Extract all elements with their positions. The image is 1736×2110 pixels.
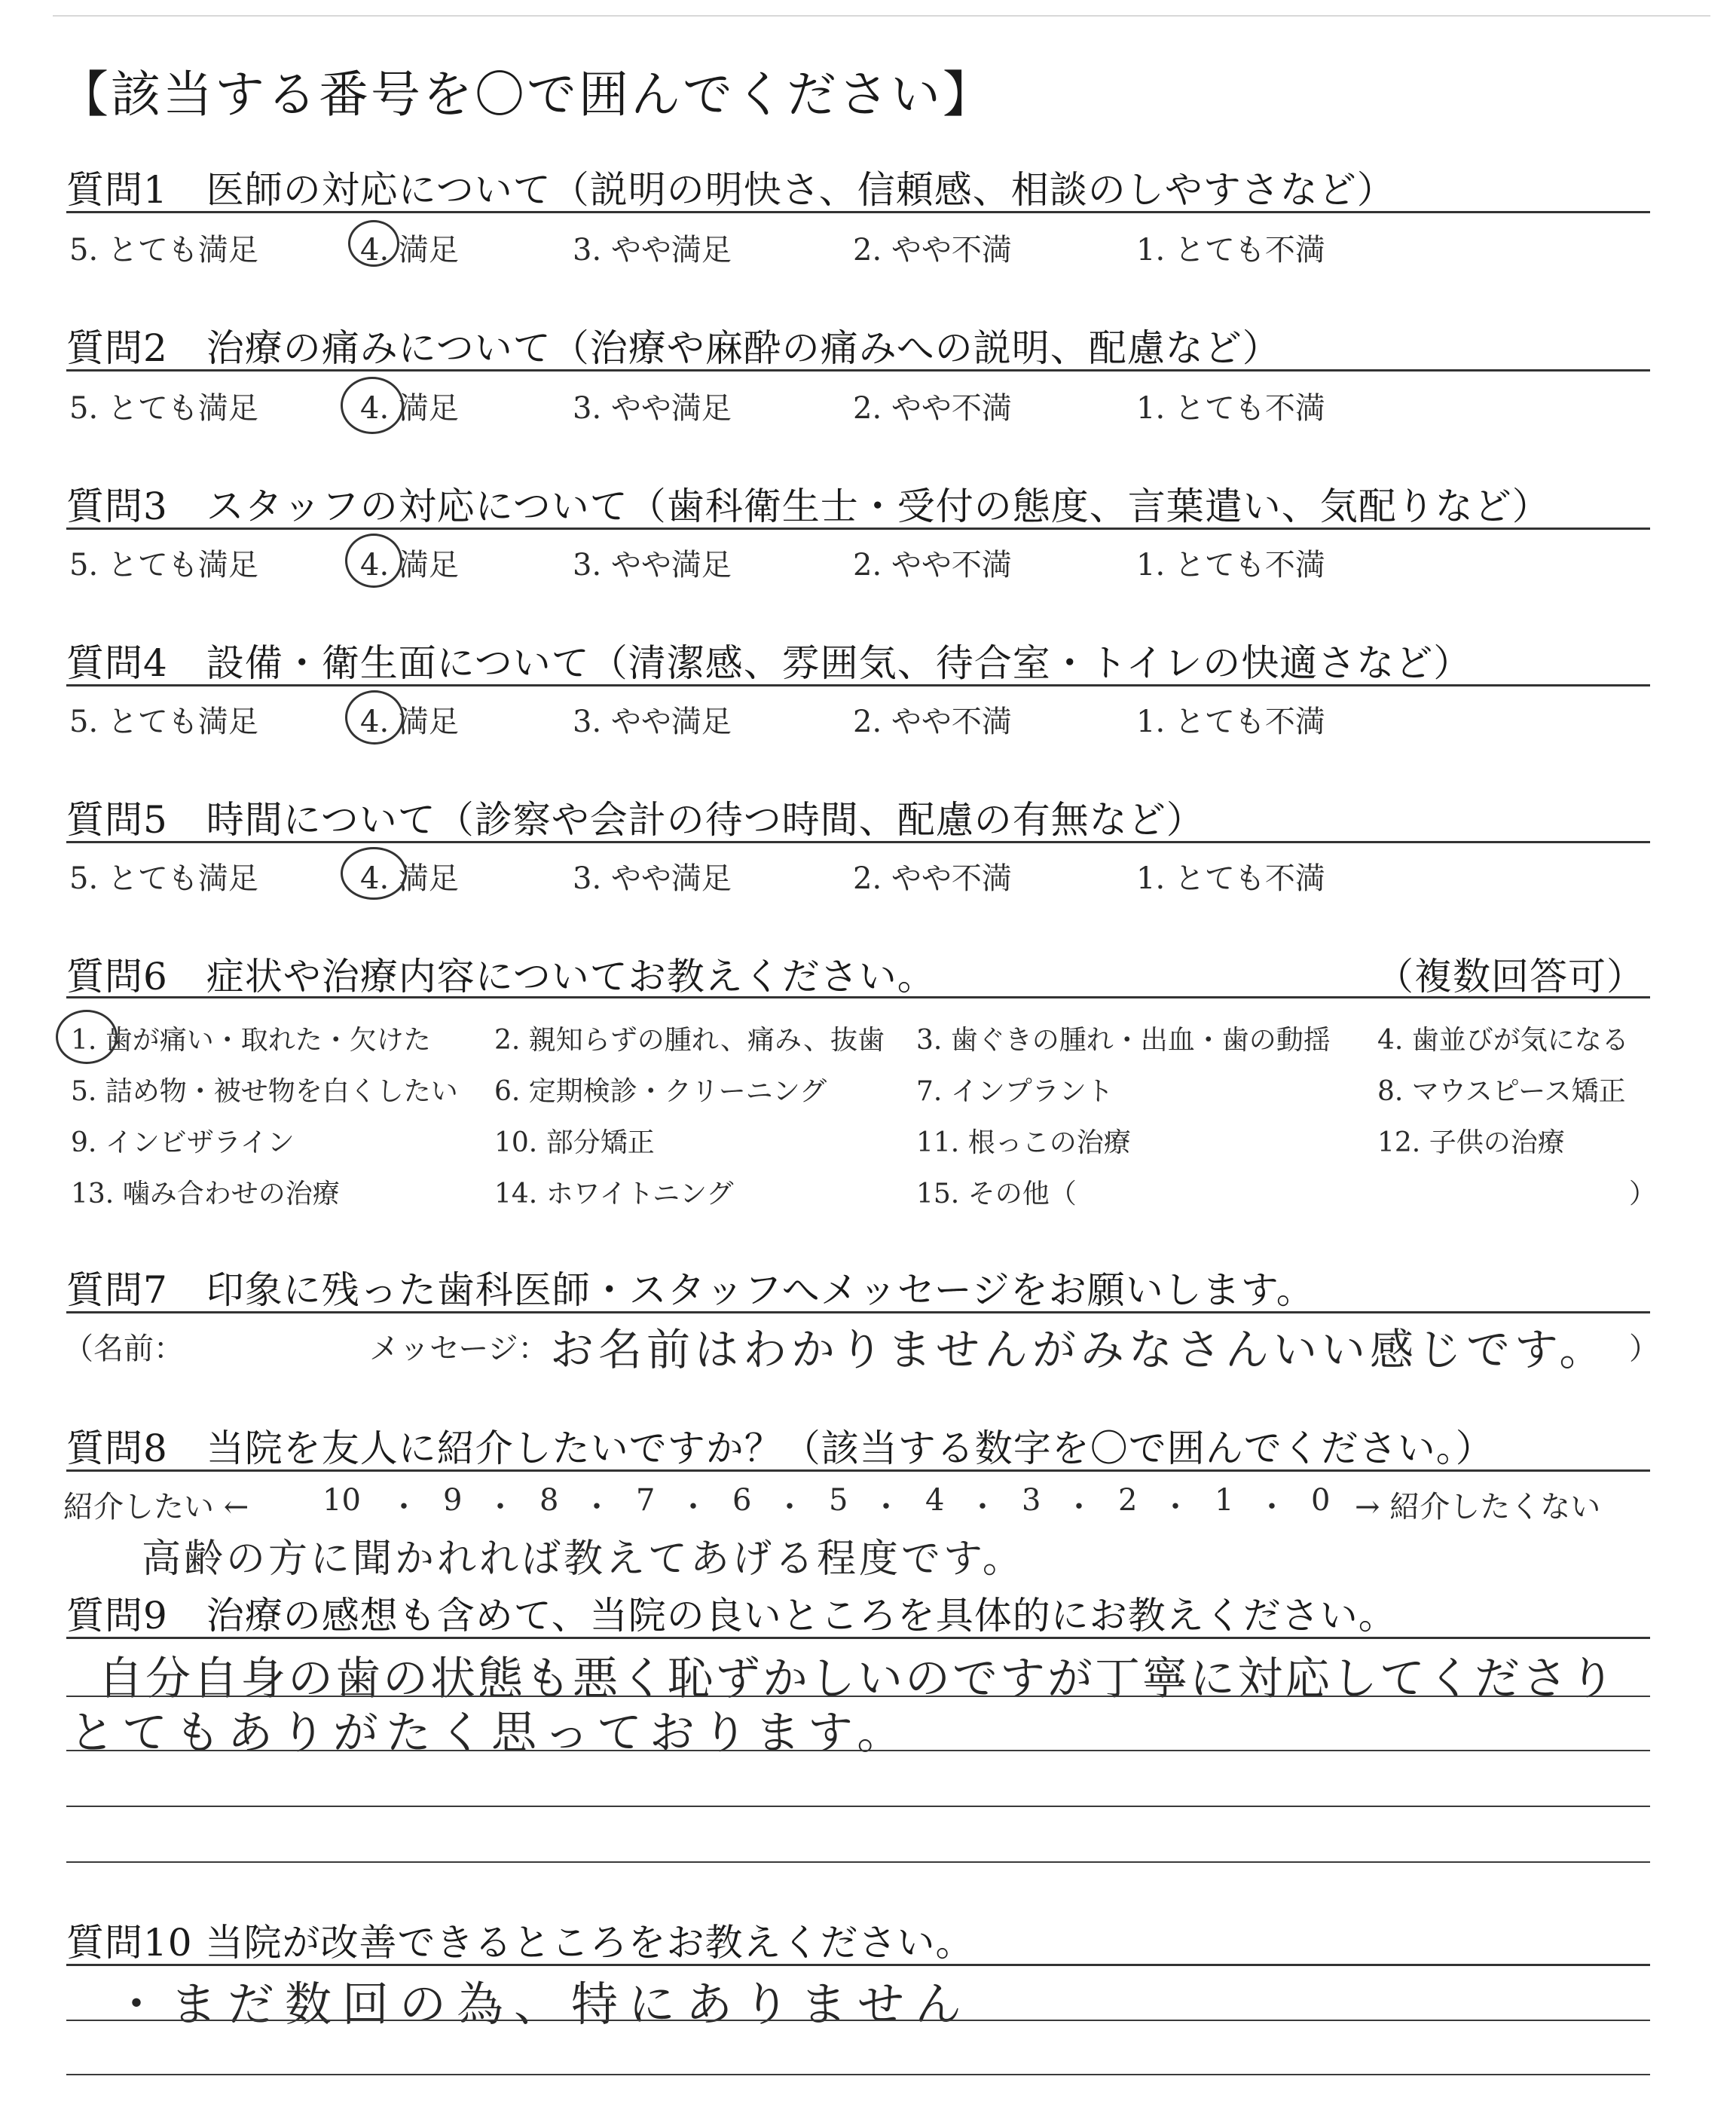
- option-4[interactable]: 4. 満足: [360, 705, 459, 739]
- page-title: 【該当する番号を〇で囲んでください】: [59, 66, 995, 124]
- option-3[interactable]: 3. やや満足: [573, 548, 732, 583]
- writing-line: [66, 1861, 1650, 1863]
- question-rule: [66, 996, 1650, 998]
- top-border: [53, 15, 1710, 17]
- option-5[interactable]: 5. とても満足: [69, 233, 258, 268]
- option-4[interactable]: 4. 満足: [360, 233, 459, 268]
- treatment-option[interactable]: 1. 歯が痛い・取れた・欠けた: [71, 1025, 431, 1056]
- option-2[interactable]: 2. やや不満: [853, 233, 1012, 268]
- writing-line: [66, 1806, 1650, 1807]
- option-2[interactable]: 2. やや不満: [853, 548, 1012, 583]
- scale-right-label: → 紹介したくない: [1355, 1490, 1601, 1524]
- scale-dot: ・: [775, 1490, 805, 1524]
- question-rule: [66, 528, 1650, 530]
- treatment-option[interactable]: 7. インプラント: [916, 1076, 1114, 1107]
- selection-circle: [56, 1010, 118, 1064]
- message-label: メッセージ：: [369, 1332, 549, 1366]
- scale-dot: ・: [582, 1490, 612, 1524]
- question-rule: [66, 684, 1650, 687]
- question-text: 質問7 印象に残った歯科医師・スタッフへメッセージをお願いします。: [66, 1268, 1315, 1312]
- treatment-option[interactable]: 13. 噛み合わせの治療: [71, 1179, 340, 1209]
- score-8[interactable]: 8: [539, 1483, 559, 1518]
- selection-circle: [345, 690, 404, 745]
- treatment-option[interactable]: 8. マウスピース矯正: [1377, 1076, 1626, 1107]
- question-rule: [66, 1311, 1650, 1313]
- option-4[interactable]: 4. 満足: [360, 391, 459, 426]
- score-3[interactable]: 3: [1022, 1483, 1041, 1518]
- scale-left-label: 紹介したい ←: [63, 1490, 249, 1524]
- other-close-paren: ）: [1629, 1179, 1657, 1209]
- scale-dot: ・: [678, 1490, 708, 1524]
- treatment-option[interactable]: 3. 歯ぐきの腫れ・出血・歯の動揺: [916, 1025, 1331, 1056]
- question-rule: [66, 1637, 1650, 1639]
- score-6[interactable]: 6: [732, 1483, 752, 1518]
- score-7[interactable]: 7: [636, 1483, 656, 1518]
- question-note: （複数回答可）: [1376, 955, 1645, 998]
- selection-circle: [348, 220, 399, 267]
- question-text: 質問9 治療の感想も含めて、当院の良いところを具体的にお教えください。: [66, 1594, 1397, 1638]
- question-text: 質問3 スタッフの対応について（歯科衛生士・受付の態度、言葉遣い、気配りなど）: [66, 485, 1551, 528]
- question-rule: [66, 1964, 1650, 1966]
- question-text: 質問8 当院を友人に紹介したいですか？（該当する数字を〇で囲んでください。）: [66, 1427, 1494, 1470]
- treatment-option[interactable]: 6. 定期検診・クリーニング: [494, 1076, 827, 1107]
- message-close-paren: ）: [1629, 1332, 1659, 1366]
- option-2[interactable]: 2. やや不満: [853, 391, 1012, 426]
- option-2[interactable]: 2. やや不満: [853, 861, 1012, 896]
- question-text: 質問4 設備・衛生面について（清潔感、雰囲気、待合室・トイレの快適さなど）: [66, 641, 1472, 685]
- treatment-option[interactable]: 11. 根っこの治療: [916, 1127, 1131, 1158]
- selection-circle: [341, 377, 404, 434]
- message-answer: お名前はわかりませんがみなさんいい感じです。: [550, 1324, 1608, 1375]
- option-2[interactable]: 2. やや不満: [853, 705, 1012, 739]
- scale-dot: ・: [871, 1490, 901, 1524]
- treatment-option[interactable]: 5. 詰め物・被せ物を白くしたい: [71, 1076, 458, 1107]
- scale-dot: ・: [1160, 1490, 1190, 1524]
- option-3[interactable]: 3. やや満足: [573, 391, 732, 426]
- score-2[interactable]: 2: [1118, 1483, 1138, 1518]
- score-4[interactable]: 4: [925, 1483, 945, 1518]
- question-rule: [66, 1469, 1650, 1472]
- writing-line: [66, 2074, 1650, 2075]
- option-3[interactable]: 3. やや満足: [573, 705, 732, 739]
- option-5[interactable]: 5. とても満足: [69, 548, 258, 583]
- option-4[interactable]: 4. 満足: [360, 861, 459, 896]
- selection-circle: [345, 534, 402, 588]
- option-1[interactable]: 1. とても不満: [1136, 548, 1325, 583]
- treatment-option[interactable]: 10. 部分矯正: [494, 1127, 655, 1158]
- option-1[interactable]: 1. とても不満: [1136, 391, 1325, 426]
- scale-dot: ・: [389, 1490, 419, 1524]
- treatment-option[interactable]: 14. ホワイトニング: [494, 1179, 734, 1209]
- score-5[interactable]: 5: [829, 1483, 848, 1518]
- option-3[interactable]: 3. やや満足: [573, 233, 732, 268]
- treatment-option[interactable]: 12. 子供の治療: [1377, 1127, 1565, 1158]
- option-4[interactable]: 4. 満足: [360, 548, 459, 583]
- q10-answer: ・まだ数回の為、特にありません: [113, 1977, 973, 2032]
- selection-circle: [341, 847, 407, 900]
- question-rule: [66, 211, 1650, 213]
- option-1[interactable]: 1. とても不満: [1136, 233, 1325, 268]
- option-1[interactable]: 1. とても不満: [1136, 705, 1325, 739]
- treatment-option[interactable]: 2. 親知らずの腫れ、痛み、抜歯: [494, 1025, 885, 1056]
- question-text: 質問6 症状や治療内容についてお教えください。: [66, 955, 936, 998]
- treatment-option[interactable]: 9. インビザライン: [71, 1127, 295, 1158]
- question-rule: [66, 369, 1650, 372]
- option-5[interactable]: 5. とても満足: [69, 705, 258, 739]
- question-text: 質問10 当院が改善できるところをお教えください。: [66, 1921, 974, 1965]
- treatment-option[interactable]: 15. その他（: [916, 1179, 1077, 1209]
- scale-dot: ・: [1257, 1490, 1287, 1524]
- writing-line: [66, 2020, 1650, 2021]
- scale-dot: ・: [485, 1490, 515, 1524]
- writing-line: [66, 1750, 1650, 1751]
- score-1[interactable]: 1: [1215, 1483, 1234, 1518]
- q9-answer-line-2: とてもありがたく思っております。: [69, 1707, 910, 1760]
- option-5[interactable]: 5. とても満足: [69, 391, 258, 426]
- question-text: 質問5 時間について（診察や会計の待つ時間、配慮の有無など）: [66, 798, 1205, 842]
- scale-dot: ・: [967, 1490, 998, 1524]
- treatment-option[interactable]: 4. 歯並びが気になる: [1377, 1025, 1629, 1056]
- option-1[interactable]: 1. とても不満: [1136, 861, 1325, 896]
- question-text: 質問1 医師の対応について（説明の明快さ、信頼感、相談のしやすさなど）: [66, 168, 1395, 212]
- score-10[interactable]: 10: [322, 1483, 361, 1518]
- q9-answer-line-1: 自分自身の歯の状態も悪く恥ずかしいのですが丁寧に対応してくださり: [98, 1653, 1617, 1705]
- name-label: （名前：: [63, 1332, 184, 1366]
- option-3[interactable]: 3. やや満足: [573, 861, 732, 896]
- option-5[interactable]: 5. とても満足: [69, 861, 258, 896]
- question-text: 質問2 治療の痛みについて（治療や麻酔の痛みへの説明、配慮など）: [66, 326, 1281, 370]
- q8-handwritten-note: 高齢の方に聞かれれば教えてあげる程度です。: [142, 1537, 1025, 1582]
- scale-dot: ・: [1064, 1490, 1094, 1524]
- score-0[interactable]: 0: [1311, 1483, 1331, 1518]
- score-9[interactable]: 9: [443, 1483, 463, 1518]
- question-rule: [66, 841, 1650, 843]
